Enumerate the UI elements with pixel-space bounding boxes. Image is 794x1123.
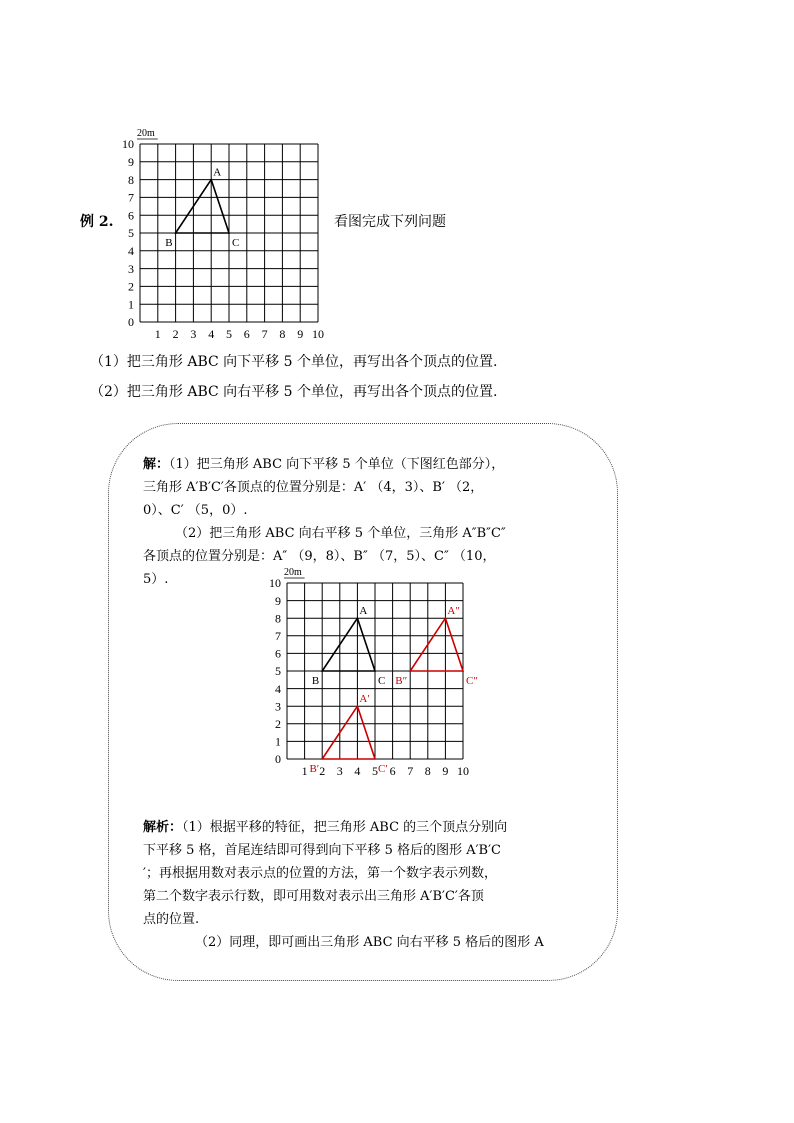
vertex-label: A′	[359, 693, 370, 706]
solution-label: 解：	[143, 457, 170, 472]
x-tick-label: 6	[389, 764, 396, 778]
analysis-line-2: 下平移 5 格，首尾连结即可得到向下平移 5 格后的图形 A′B′C	[143, 843, 501, 858]
y-tick-label: 8	[275, 611, 281, 626]
vertex-label: C′	[378, 763, 388, 775]
vertex-label: B	[165, 237, 173, 249]
y-tick-label: 4	[275, 681, 281, 696]
y-tick-label: 5	[275, 664, 281, 679]
x-tick-label: 7	[407, 764, 414, 778]
question-2: （2）把三角形 ABC 向右平移 5 个单位，再写出各个顶点的位置.	[90, 384, 498, 400]
vertex-label: B″	[395, 675, 408, 687]
y-tick-label: 6	[128, 208, 134, 223]
x-tick-label: 4	[208, 327, 215, 341]
y-tick-label: 9	[128, 155, 134, 169]
vertex-label: C	[232, 237, 240, 249]
y-tick-label: 1	[128, 297, 134, 312]
solution-line-5: 各顶点的位置分别是：A″ （9，8）、B″ （7，5）、C″ （10，	[143, 549, 496, 564]
y-tick-label: 0	[128, 315, 134, 330]
solution-line-4: （2）把三角形 ABC 向右平移 5 个单位，三角形 A″B″C″	[175, 526, 506, 541]
y-tick-label: 9	[275, 593, 281, 608]
triangle-outline	[322, 618, 375, 671]
triangle-outline	[410, 618, 463, 671]
x-tick-label: 1	[154, 327, 161, 341]
x-tick-label: 10	[312, 327, 324, 341]
analysis-line-6: （2）同理，即可画出三角形 ABC 向右平移 5 格后的图形 A	[195, 935, 544, 950]
y-tick-label: 2	[275, 717, 281, 731]
question-1: （1）把三角形 ABC 向下平移 5 个单位，再写出各个顶点的位置.	[90, 354, 498, 370]
x-tick-label: 2	[319, 764, 326, 778]
y-tick-label: 5	[128, 226, 134, 241]
x-tick-label: 1	[301, 764, 308, 778]
y-tick-label: 1	[275, 734, 281, 749]
x-tick-label: 2	[172, 327, 179, 341]
x-tick-label: 8	[424, 764, 431, 778]
x-tick-label: 5	[372, 764, 378, 778]
x-tick-label: 5	[226, 327, 232, 341]
coordinate-grid-top	[115, 100, 345, 345]
y-tick-label: 2	[128, 279, 134, 294]
analysis-line-1	[143, 818, 507, 838]
y-tick-label: 3	[128, 261, 134, 276]
y-tick-label: 6	[275, 646, 281, 661]
analysis-text-1: （1）根据平移的特征，把三角形 ABC 的三个顶点分别向	[182, 820, 508, 835]
y-tick-label: 7	[128, 190, 134, 205]
x-tick-label: 8	[279, 327, 286, 341]
coordinate-grid-answer	[265, 560, 485, 780]
x-tick-label: 7	[261, 327, 268, 341]
solution-line-6: 5）.	[143, 572, 169, 587]
analysis-line-3: ′；再根据用数对表示点的位置的方法，第一个数字表示列数，	[143, 866, 497, 881]
example-label: 例 2.	[80, 214, 114, 230]
y-tick-label: 10	[122, 137, 134, 152]
y-tick-label: 4	[128, 244, 134, 258]
triangle-outline	[322, 706, 375, 759]
solution-line-1	[143, 455, 504, 475]
vertex-label: C″	[466, 675, 478, 687]
x-tick-label: 10	[457, 764, 469, 778]
vertex-label: A″	[447, 605, 460, 618]
vertex-label: B′	[309, 763, 320, 775]
triangle-outline	[176, 180, 229, 233]
analysis-line-4: 第二个数字表示行数，即可用数对表示出三角形 A′B′C′各顶	[143, 889, 484, 904]
x-tick-label: 9	[297, 327, 304, 341]
x-tick-label: 4	[354, 764, 361, 778]
vertex-label: C	[378, 675, 386, 687]
y-tick-label: 3	[275, 699, 281, 714]
x-tick-label: 6	[243, 327, 250, 341]
scale-label: 20m	[137, 128, 155, 139]
solution-line-2: 三角形 A′B′C′各顶点的位置分别是：A′ （4，3）、B′ （2，	[143, 480, 484, 495]
x-tick-label: 9	[442, 764, 449, 778]
analysis-line-5: 点的位置.	[143, 912, 200, 927]
x-tick-label: 3	[190, 327, 197, 341]
example-prompt: 看图完成下列问题	[334, 214, 446, 230]
y-tick-label: 10	[269, 576, 281, 591]
solution-line-3: 0）、C′ （5，0）.	[143, 503, 248, 518]
y-tick-label: 7	[275, 629, 281, 643]
y-tick-label: 8	[128, 172, 134, 187]
analysis-label: 解析：	[143, 820, 183, 835]
vertex-label: B	[311, 675, 320, 687]
vertex-label: A	[359, 605, 368, 618]
solution-text-1: （1）把三角形 ABC 向下平移 5 个单位（下图红色部分），	[169, 457, 505, 472]
vertex-label: A	[213, 166, 222, 179]
y-tick-label: 0	[275, 752, 281, 767]
scale-label: 20m	[284, 567, 302, 578]
x-tick-label: 3	[336, 764, 343, 778]
